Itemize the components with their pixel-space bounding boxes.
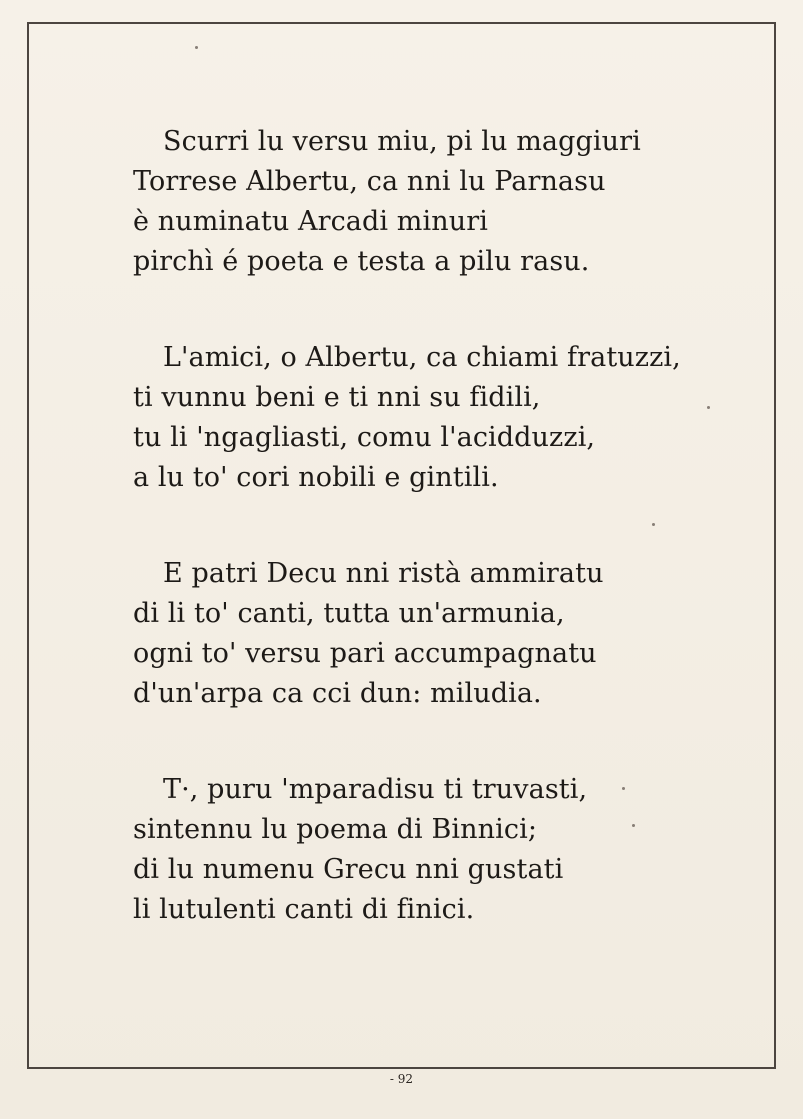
stanza-2 [133, 338, 693, 498]
poem-line: ti vunnu beni e ti nni su fidili, [133, 382, 541, 413]
paper-speck [707, 406, 710, 409]
poem-line: d'un'arpa ca cci dun: miludia. [133, 678, 542, 709]
poem-line: di lu numenu Grecu nni gustati [133, 854, 564, 885]
stanza-3 [133, 554, 693, 714]
poem-line: L'amici, o Albertu, ca chiami fratuzzi, [163, 342, 681, 373]
poem-line: Scurri lu versu miu, pi lu maggiuri [163, 126, 641, 157]
page-number: - 92 [389, 1072, 414, 1086]
poem-line: Torrese Albertu, ca nni lu Parnasu [133, 166, 606, 197]
paper-speck [632, 824, 635, 827]
poem-line: T·, puru 'mparadisu ti truvasti, [163, 774, 588, 805]
poem-line: sintennu lu poema di Binnici; [133, 814, 538, 845]
poem-line: è numinatu Arcadi minuri [133, 206, 488, 237]
poem-line: di li to' canti, tutta un'armunia, [133, 598, 565, 629]
paper-speck [652, 523, 655, 526]
poem-line: tu li 'ngagliasti, comu l'acidduzzi, [133, 422, 596, 453]
paper-speck [195, 46, 198, 49]
poem-line: li lutulenti canti di finici. [133, 894, 475, 925]
poem-line: E patri Decu nni ristà ammiratu [163, 558, 604, 589]
poem-line: ogni to' versu pari accumpagnatu [133, 638, 597, 669]
poem-line: pirchì é poeta e testa a pilu rasu. [133, 246, 590, 277]
poem-body [133, 122, 693, 930]
stanza-4 [133, 770, 693, 930]
stanza-1 [133, 122, 693, 282]
paper-speck [622, 787, 625, 790]
poem-line: a lu to' cori nobili e gintili. [133, 462, 499, 493]
